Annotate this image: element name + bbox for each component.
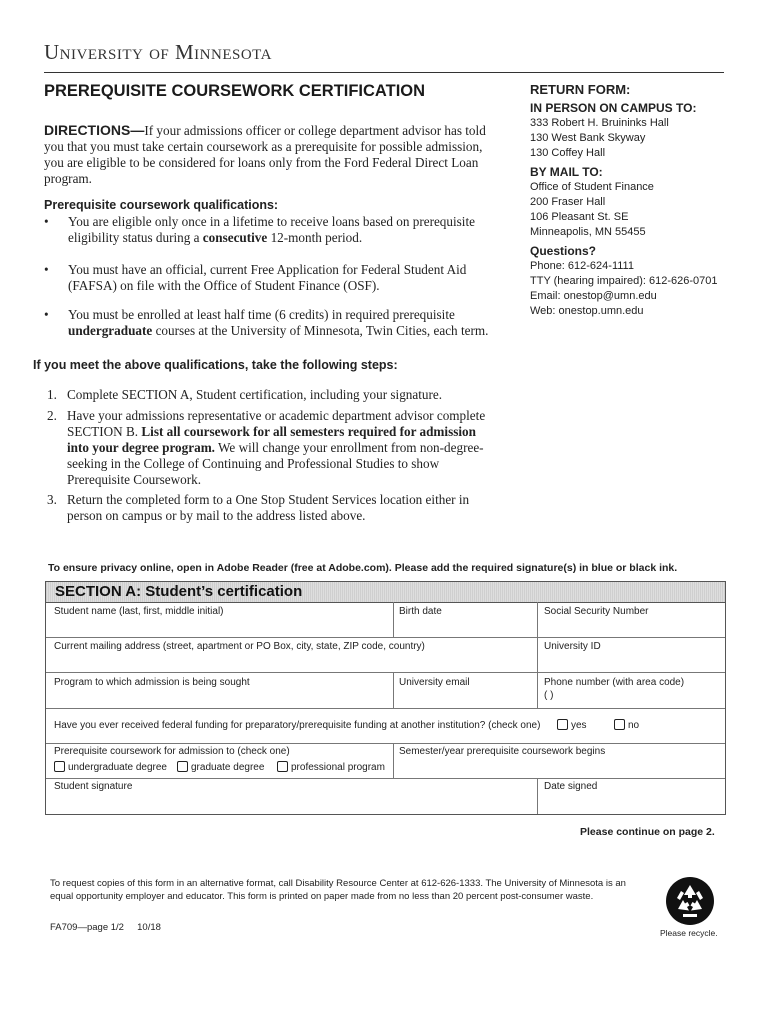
- page-title: PREREQUISITE COURSEWORK CERTIFICATION: [44, 82, 426, 100]
- professional-checkbox[interactable]: [277, 761, 288, 772]
- directions-heading: DIRECTIONS—: [44, 122, 145, 138]
- mail-heading: BY MAIL TO:: [530, 165, 603, 179]
- privacy-note: To ensure privacy online, open in Adobe Reader (free at Adobe.com). Please add the required signature(s) in blue or black ink.: [48, 562, 678, 574]
- yes-checkbox[interactable]: [557, 719, 568, 730]
- return-heading: RETURN FORM:: [530, 82, 631, 97]
- birth-date-field[interactable]: Birth date: [399, 606, 442, 617]
- in-person-line: 130 West Bank Skyway: [530, 132, 646, 144]
- questions-line: Web: onestop.umn.edu: [530, 305, 644, 317]
- questions-line: Phone: 612-624-1111: [530, 260, 634, 272]
- mail-line: 106 Pleasant St. SE: [530, 211, 629, 223]
- grad-option[interactable]: graduate degree: [177, 761, 264, 773]
- program-field[interactable]: Program to which admission is being sought: [54, 677, 250, 688]
- header-rule: [44, 72, 724, 73]
- university-id-field[interactable]: University ID: [544, 641, 601, 652]
- university-email-field[interactable]: University email: [399, 677, 470, 688]
- questions-line: Email: onestop@umn.edu: [530, 290, 657, 302]
- questions-heading: Questions?: [530, 244, 597, 258]
- mail-line: Minneapolis, MN 55455: [530, 226, 646, 238]
- steps-heading: If you meet the above qualifications, take the following steps:: [33, 358, 398, 372]
- date-signed-field[interactable]: Date signed: [544, 781, 598, 792]
- recycle-icon: [665, 876, 715, 926]
- student-name-field[interactable]: Student name (last, first, middle initial): [54, 606, 224, 617]
- mail-line: 200 Fraser Hall: [530, 196, 606, 208]
- qualifications-heading: Prerequisite coursework qualifications:: [44, 198, 279, 212]
- step-1: 1. Complete SECTION A, Student certification, including your signature.: [47, 387, 443, 402]
- federal-funding-question: Have you ever received federal funding for preparatory/prerequisite funding at another institution? (check one): [54, 720, 541, 731]
- phone-field[interactable]: Phone number (with area code): [544, 677, 685, 688]
- federal-yes-option[interactable]: yes: [557, 719, 587, 731]
- step-2: 2. Have your admissions representative or academic department advisor complete SECTION B. List all coursework for all semesters required for admission into your degree program. We will change your enrollment from non-degree-seeking in the College of Continuing and Professional Studies to show Prerequisite Coursework.: [47, 408, 486, 487]
- in-person-heading: IN PERSON ON CAMPUS TO:: [530, 101, 697, 115]
- directions: [44, 122, 499, 187]
- grad-checkbox[interactable]: [177, 761, 188, 772]
- qualification-item-1: • You are eligible only once in a lifetime to receive loans based on prerequisite eligibility status during a consecutive 12-month period.: [44, 214, 475, 245]
- federal-no-option[interactable]: no: [614, 719, 639, 731]
- mailing-address-field[interactable]: Current mailing address (street, apartment or PO Box, city, state, ZIP code, country): [54, 641, 425, 652]
- return-form-block: [530, 82, 718, 319]
- form-number: FA709—page 1/2 10/18: [50, 922, 161, 933]
- professional-option[interactable]: professional program: [277, 761, 385, 773]
- no-checkbox[interactable]: [614, 719, 625, 730]
- undergrad-checkbox[interactable]: [54, 761, 65, 772]
- mail-line: Office of Student Finance: [530, 181, 654, 193]
- qualification-item-2: • You must have an official, current Free Application for Federal Student Aid (FAFSA) on file with the Office of Student Finance (OSF).: [44, 262, 467, 293]
- qualification-item-3: • You must be enrolled at least half time (6 credits) in required prerequisite undergraduate courses at the University of Minnesota, Twin Cities, each term.: [44, 307, 489, 338]
- phone-area-code: ( ): [544, 690, 554, 701]
- directions-text: If your admissions officer or college department advisor has told you that you must take certain coursework as a prerequisite for possible admission, you are eligible to be considered for loans only from the Ford Federal Direct Loan program.: [44, 123, 486, 186]
- undergrad-option[interactable]: undergraduate degree: [54, 761, 167, 773]
- semester-begins-field[interactable]: Semester/year prerequisite coursework begins: [399, 746, 606, 757]
- university-name: University of Minnesota: [44, 40, 272, 64]
- in-person-line: 130 Coffey Hall: [530, 147, 606, 159]
- student-signature-field[interactable]: Student signature: [54, 781, 133, 792]
- prereq-admission-label: Prerequisite coursework for admission to (check one): [54, 746, 290, 757]
- continue-note: Please continue on page 2.: [580, 826, 715, 838]
- section-a-title: SECTION A: Student’s certification: [55, 583, 303, 600]
- section-a-header: [46, 582, 725, 603]
- section-a-form: [45, 581, 726, 815]
- in-person-line: 333 Robert H. Bruininks Hall: [530, 117, 669, 129]
- ssn-field[interactable]: Social Security Number: [544, 606, 649, 617]
- recycle-label: Please recycle.: [660, 928, 718, 938]
- step-3: 3. Return the completed form to a One Stop Student Services location either in person on campus or by mail to the address listed above.: [47, 492, 470, 523]
- questions-line: TTY (hearing impaired): 612-626-0701: [530, 275, 718, 287]
- footer-text: To request copies of this form in an alternative format, call Disability Resource Center at 612-626-1333. The University of Minnesota is an equal opportunity employer and educator. This form is printed on paper made from no less than 20 percent post-consumer waste.: [50, 878, 626, 902]
